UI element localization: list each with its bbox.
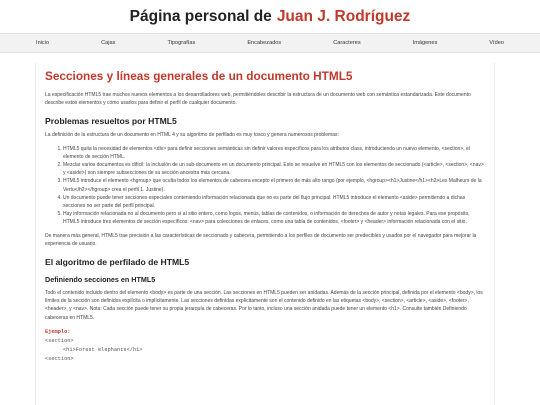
nav-link-caracteres[interactable]: Caracteres bbox=[333, 40, 361, 46]
nav-link-video[interactable]: Vídeo bbox=[489, 40, 504, 46]
section-closing-paragraph: De manera más general, HTML5 trae precisión a las características de seccionado y cabecera, permitiendo a los perfiles de documento ser predecibles y usados por el navegador para mejorar la experiencia de usuario. bbox=[45, 232, 477, 247]
list-item: 1. HTML5 quita la necesidad de elementos <div> para definir secciones semánticas sin definir valores específicos para los atributos class, introduciendo un nuevo elemento, <section>, el elemento de sección HTML. bbox=[63, 145, 486, 161]
site-owner-name: Juan J. Rodríguez bbox=[276, 7, 411, 25]
code-example bbox=[45, 328, 486, 364]
nav-link-encabezados[interactable]: Encabezados bbox=[247, 40, 282, 46]
site-title-prefix: Página personal de bbox=[129, 7, 272, 25]
section-heading-algorithm: El algoritmo de perfilado de HTML5 bbox=[45, 257, 190, 268]
problems-list bbox=[45, 145, 486, 227]
section-heading-problems: Problemas resueltos por HTML5 bbox=[45, 116, 177, 127]
nav-link-inicio[interactable]: Inicio bbox=[36, 40, 50, 46]
code-line: <h1>Forest elephants</h1> bbox=[63, 346, 143, 353]
code-line: <section> bbox=[45, 337, 74, 344]
code-example-label: Ejemplo: bbox=[45, 328, 71, 335]
site-header bbox=[0, 0, 540, 33]
list-item: 3. HTML5 introduce el elemento <hgroup> que oculta todos los elementos de cabecera excepto el primero de más alto rango (por ejemplo, <hgroup><h1>Justine</h1><h2>Les Malheurs de la Vertu</h2></hgroup> crea el perfil 1. Justine). bbox=[63, 177, 486, 193]
article-intro: La especificación HTML5 trae muchos nuevos elementos a los desarrolladores web, permitiéndoles describir la estructura de un documento web con semántica estandarizada. Este documento describe estos elementos y cómo usarlos para definir el perfil de cualquier documento. bbox=[45, 92, 471, 107]
nav-link-tipografias[interactable]: Tipografías bbox=[167, 40, 196, 46]
list-item: 2. Mezclar varios documentos es difícil: la inclusión de un sub-documento en un documento principal. Esto se resuelve en HTML5 con los elementos de seccionado (<article>, <section>, <nav> y <aside>) son siempre subsecciones de su sección ancestra más cercana. bbox=[63, 161, 486, 177]
list-item: 4. Un documento puede tener secciones especiales conteniendo información relacionada que no es parte del flujo principal. HTML5 introduce el elemento <aside> permitiendo a dichas secciones no ser parte del perfil principal. bbox=[63, 194, 486, 210]
section-paragraph: La definición de la estructura de un documento en HTML 4 y su algoritmo de perfilado es muy tosco y genera numerosos problemas: bbox=[45, 132, 339, 139]
article-container bbox=[35, 63, 495, 405]
main-navigation bbox=[0, 33, 540, 53]
nav-link-imagenes[interactable]: Imágenes bbox=[412, 40, 438, 46]
list-item: 5. Hay información relacionada no al documento pero sí al sitio entero, como logos, menús, tablas de contenidos, o información de derechos de autor y notas legales. Para ese propósito, HTML5 introduce tres elementos de sección específicos: <nav> para colecciones de enlaces, como una tabla de contenidos, <footer> y <header> información relacionada con el sitio. bbox=[63, 210, 486, 226]
article-title: Secciones y líneas generales de un documento HTML5 bbox=[45, 69, 353, 83]
subsection-heading-defining: Definiendo secciones en HTML5 bbox=[45, 275, 156, 285]
subsection-paragraph: Todo el contenido incluido dentro del elemento <body> es parte de una sección. Las secciones en HTML5 pueden ser anidadas. Además de la sección principal, definida por el elemento <body>, los límites de la sección son definidos explícita o implícitamente. Las secciones definidas explícitamente son el contenido definido en las etiquetas <body>, <section>, <article>, <aside>, <footer>, <header>, y <nav>. Nota: Cada sección puede tener su propia jerarquía de cabeceras. Por lo tanto, incluso una sección anidada puede tener un elemento <h1>. Consulte también Definiendo cabeceras en HTML5. bbox=[45, 290, 483, 321]
code-line: <section> bbox=[45, 355, 74, 362]
nav-link-cajas[interactable]: Cajas bbox=[101, 40, 116, 46]
